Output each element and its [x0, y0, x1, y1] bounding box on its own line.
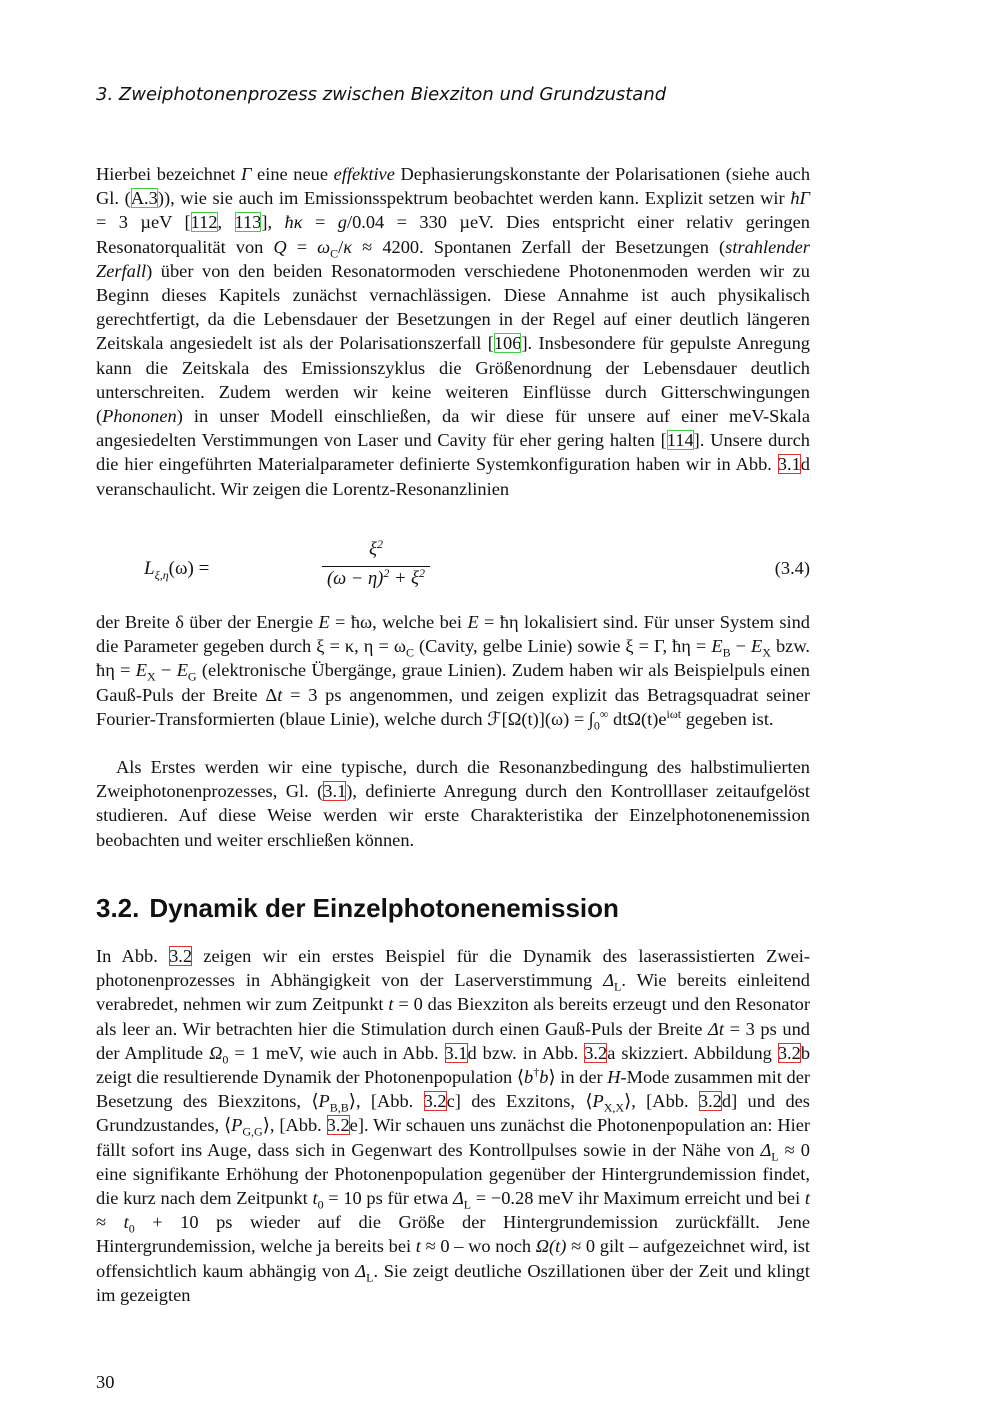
figure-reference-3-2[interactable]: 3.2: [169, 946, 193, 966]
figure-reference-3-2e[interactable]: 3.2: [326, 1115, 350, 1136]
equation-number: (3.4): [774, 558, 810, 578]
paragraph-1: Hierbei bezeichnet Γ eine neue effektive Dephasierungskonstante der Polarisationen (siehe auch Gl. (A.3)), wie sie auch im Emissionsspektrum beobachtet werden kann. Explizit setzen wir ħΓ = 3 µeV [112, 113], ħκ = g/0.04 = 330 µeV. Dies entspricht einer relativ geringen Resonatorqualität von $Q = \omega_C/\kappa \approx 4200$. Spontanen Zerfall der Besetzungen (strahlender Zerfall) über von den beiden Resonatormoden verschiedene Photonenmoden werden wir zu Beginn dieses Kapitels zunächst vernachlässigen. Diese Annahme ist auch physikalisch gerechtfertigt, da die Lebensdauer der Besetzungen in der Regel auf einer deutlich längeren Zeitskala angesiedelt ist als der Polarisationszerfall [106]. Insbesondere für gepulste Anregung kann die Zeitskala des Emissionszyklus die Größenordnung der Lebensdauer deutlich unterschreiten. Zudem werden wir keine weiteren Einflüsse durch Gitterschwingungen (Phononen) in unser Modell einschließen, da wir diese für unsere auf einer meV-Skala angesiedelten Verstimmungen von Laser und Cavity für eher gering halten [114]. Unsere durch die hier eingeführten Materialparameter definierte Systemkonfiguration haben wir in Abb. 3.1d veranschaulicht. Wir zeigen die Lorentz-Resonanzlinien: [96, 164, 811, 499]
figure-reference-3-2d[interactable]: 3.2: [698, 1091, 722, 1112]
paragraph-3: Als Erstes werden wir eine typische, durch die Resonanzbedingung des halbstimulierten Zweiphotonenprozesses, Gl. (3.1), definierte Anregung durch den Kontrolllaser zeitaufgelöst studieren. Auf diese Weise werden wir erste Charakteristika der Einzelphotonenemission beobachten und weiter erschließen können.: [96, 757, 810, 850]
equation-fraction: [322, 536, 430, 590]
equation-numerator: $\xi^2$: [369, 536, 383, 560]
figure-reference-3-2c[interactable]: 3.2: [423, 1091, 447, 1112]
running-header: 3. Zweiphotonenprozess zwischen Biexziton und Grundzustand: [96, 84, 667, 105]
equation-reference-a3[interactable]: A.3: [130, 188, 158, 209]
section-title: Dynamik der Einzelphotonenemission: [149, 893, 619, 923]
equation-denominator: $(\omega - \eta)^2 + \xi^2$: [327, 565, 425, 589]
equation-lhs: $L_{\xi,\eta}(\omega)$ =: [144, 558, 210, 582]
citation-112[interactable]: 112: [190, 212, 218, 233]
paragraph-4: In Abb. 3.2 zeigen wir ein erstes Beispiel für die Dynamik des laserassistierten Zweiphotonenprozesses in Abhängigkeit von der Laserverstimmung $\Delta_L$. Wie bereits einleitend verabredet, nehmen wir zum Zeitpunkt t = 0 das Biexziton als bereits erzeugt und den Resonator als leer an. Wir betrachten hier die Stimulation durch einen Gauß-Puls der Breite Δt = 3 ps und der Amplitude $\Omega_0 = 1$ meV, wie auch in Abb. 3.1d bzw. in Abb. 3.2a skizziert. Abbildung 3.2b zeigt die resultierende Dynamik der Photonenpopulation ⟨b†b⟩ in der H-Mode zusammen mit der Besetzung des Biexzitons, $⟨P_{B,B}⟩$, [Abb. 3.2c] des Exzitons, $⟨P_{X,X}⟩$, [Abb. 3.2d] und des Grundzustandes, $⟨P_{G,G}⟩$, [Abb. 3.2e]. Wir schauen uns zunächst die Photonenpopulation an: Hier fällt sofort ins Auge, dass sich in Gegenwart des Kontrollpulses sowie in der Nähe von $\Delta_L \approx 0$ eine signifikante Erhöhung der Photonenpopulation gegenüber der Hintergrundemission findet, die kurz nach dem Zeitpunkt $t_0 = 10$ ps für etwa $\Delta_L = -0.28$ meV ihr Maximum erreicht und bei $t \approx t_0 + 10$ ps wieder auf die Größe der Hintergrundemission zurückfällt. Jene Hintergrundemission, welche ja bereits bei t ≈ 0 – wo noch Ω(t) ≈ 0 gilt – aufgezeichnet wird, ist offensichtlich kaum abhängig von $\Delta_L$. Sie zeigt deutliche Oszillationen über der Zeit und klingt im gezeigten: [96, 946, 811, 1305]
figure-reference-3-1d[interactable]: 3.1: [444, 1042, 468, 1063]
figure-reference-3-2a[interactable]: 3.2: [584, 1042, 608, 1063]
equation-3-4: [96, 538, 810, 598]
section-number: 3.2.: [96, 893, 140, 923]
section-heading: [96, 893, 619, 924]
citation-113[interactable]: 113: [234, 212, 262, 233]
citation-106[interactable]: 106: [493, 333, 522, 354]
citation-114[interactable]: 114: [666, 430, 694, 451]
figure-reference-3-1[interactable]: 3.1: [777, 454, 801, 475]
figure-reference-3-2b[interactable]: 3.2: [777, 1042, 801, 1063]
paragraph-2: der Breite δ über der Energie E = ħω, welche bei E = ħη lokalisiert sind. Für unser System sind die Parameter gegeben durch ξ = κ, $\eta = \omega_C$ (Cavity, gelbe Linie) sowie ξ = Γ, ħη = $E_B - E_X$ bzw. ħη = $E_X - E_G$ (elektronische Übergänge, graue Linien). Zudem haben wir als Beispielpuls einen Gauß-Puls der Breite Δt = 3 ps angenommen, und zeigen explizit das Betragsquadrat seiner Fourier-Transformierten (blaue Linie), welche durch ℱ[Ω(t)](ω) = $\int_0^\infty$ $dt\Omega(t)e^{i\omega t}$ gegeben ist.: [96, 612, 811, 733]
fraction-bar: [322, 566, 430, 567]
equation-reference-3-1[interactable]: 3.1: [323, 781, 347, 802]
page-number: 30: [96, 1372, 115, 1392]
